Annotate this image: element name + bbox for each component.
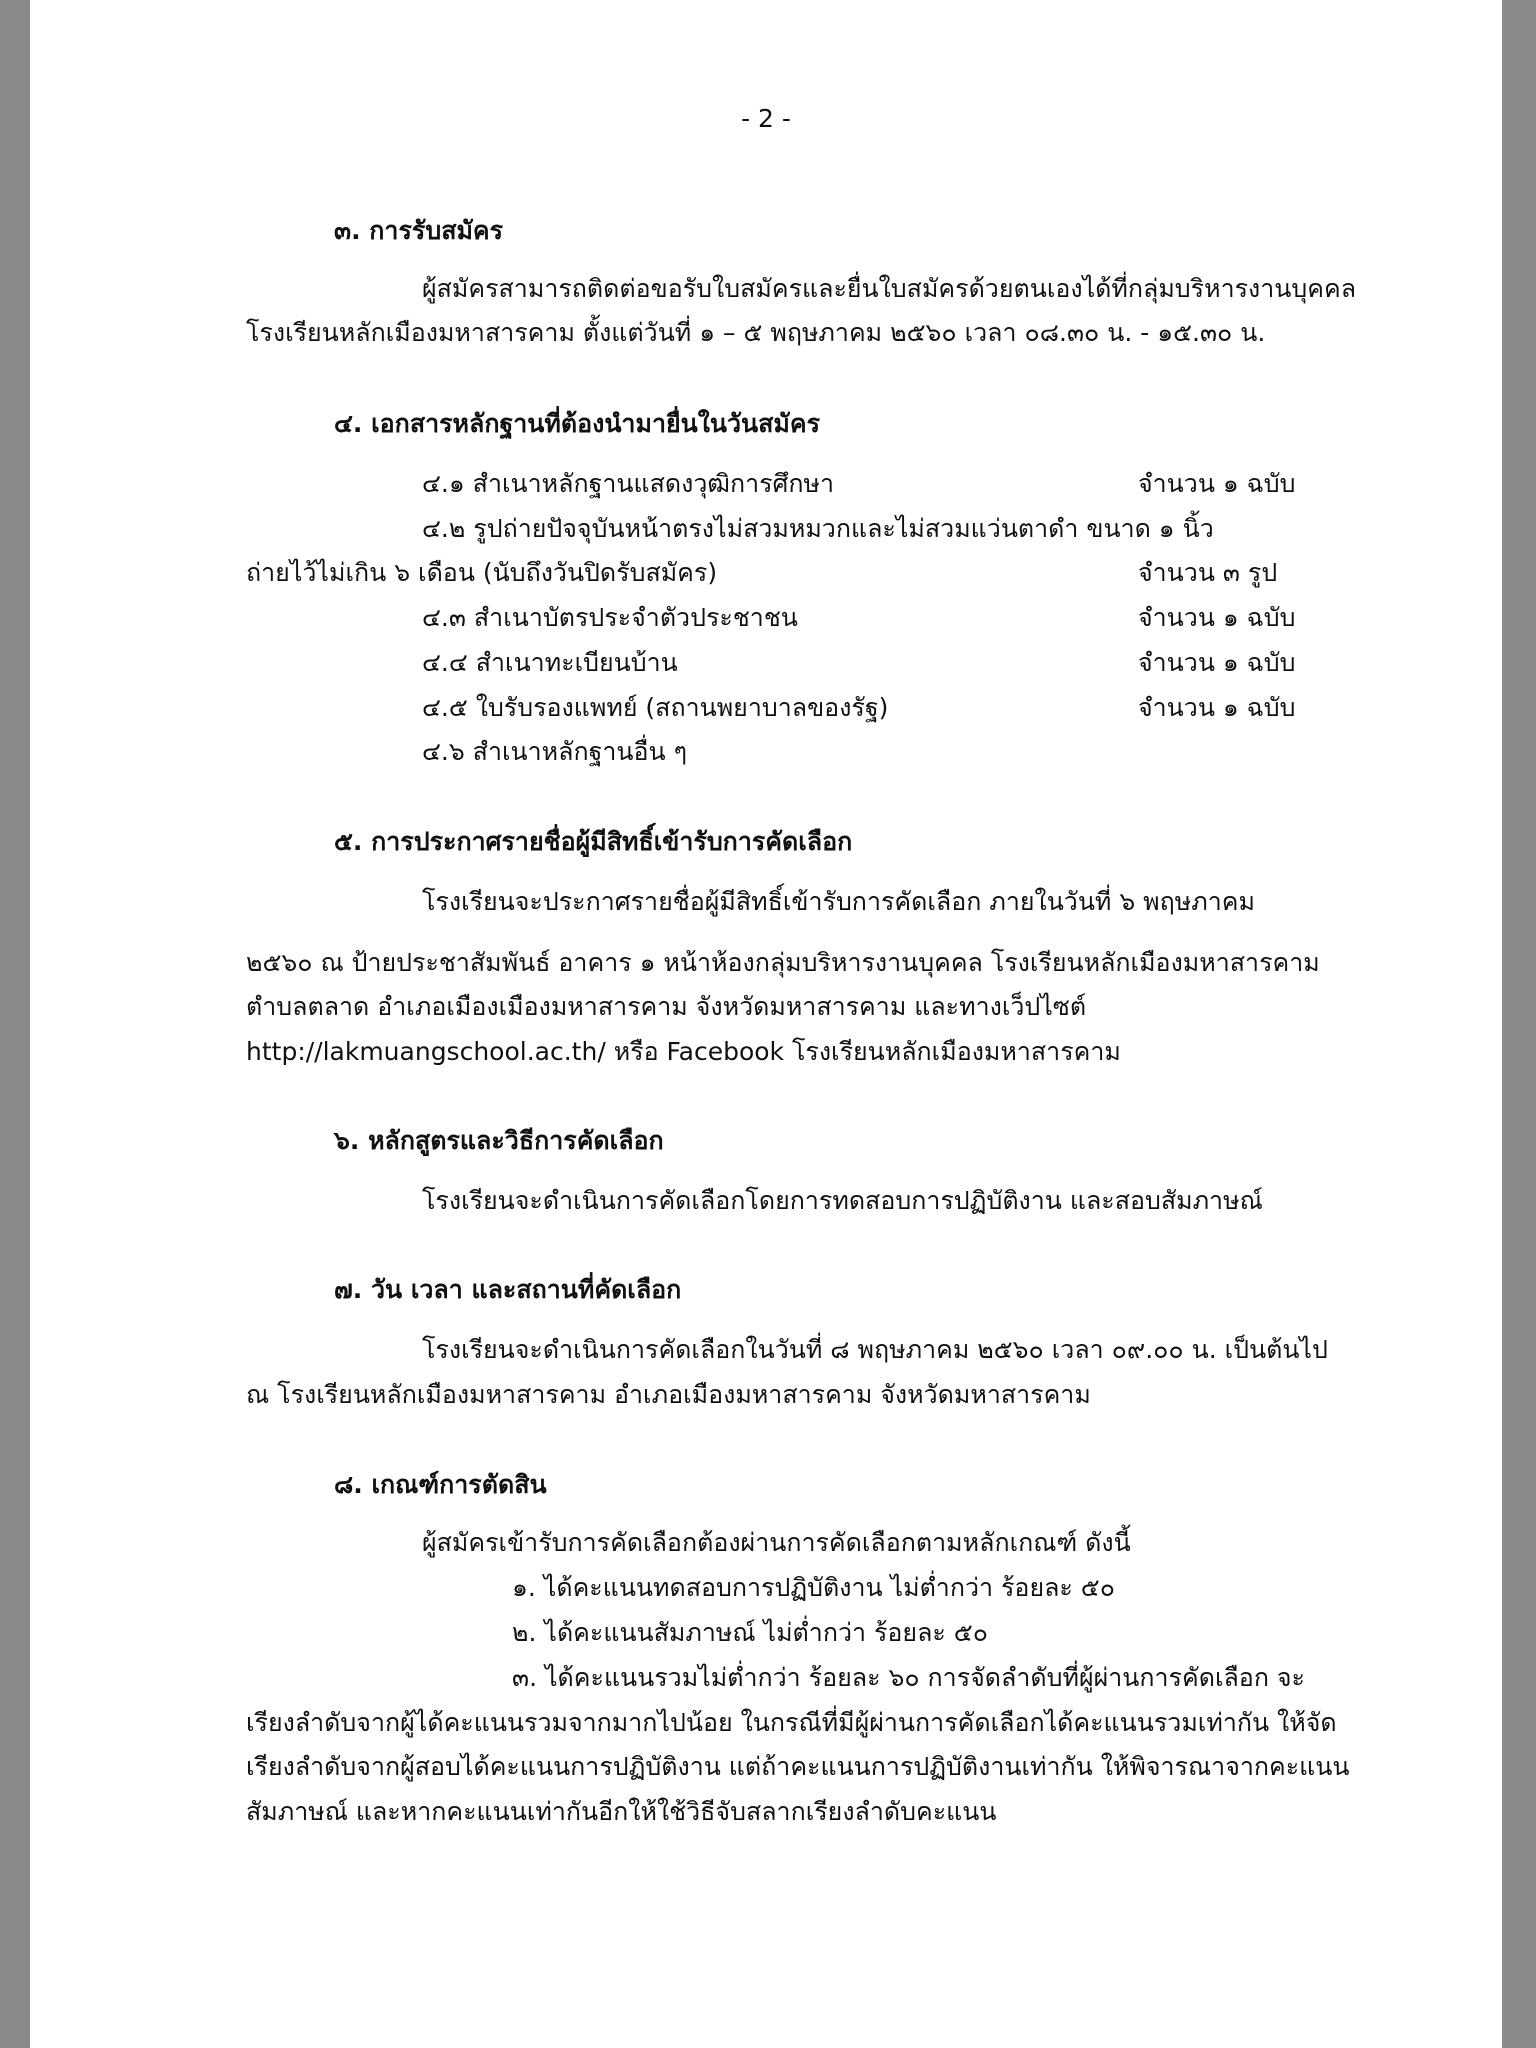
section-7-line-2: ณ โรงเรียนหลักเมืองมหาสารคาม อำเภอเมืองมหาสารคาม จังหวัดมหาสารคาม	[246, 1380, 1091, 1409]
section-8-criterion-3-line-1: ๓. ได้คะแนนรวมไม่ต่ำกว่า ร้อยละ ๖๐ การจัดลำดับที่ผู้ผ่านการคัดเลือก จะ	[512, 1663, 1305, 1692]
section-5-line-4: http://lakmuangschool.ac.th/ หรือ Facebook โรงเรียนหลักเมืองมหาสารคาม	[246, 1037, 1121, 1066]
section-8-criterion-3-line-2: เรียงลำดับจากผู้ได้คะแนนรวมจากมากไปน้อย ในกรณีที่มีผู้ผ่านการคัดเลือกได้คะแนนรวมเท่ากัน ให้จัด	[246, 1708, 1337, 1737]
section-8-heading: ๘. เกณฑ์การตัดสิน	[334, 1470, 547, 1499]
section-4-item-4: ๔.๔ สำเนาทะเบียนบ้าน	[422, 648, 678, 677]
section-4-item-2-line-1: ๔.๒ รูปถ่ายปัจจุบันหน้าตรงไม่สวมหมวกและไม่สวมแว่นตาดำ ขนาด ๑ นิ้ว	[422, 514, 1214, 543]
section-4-item-3: ๔.๓ สำเนาบัตรประจำตัวประชาชน	[422, 603, 798, 632]
section-8-criterion-1: ๑. ได้คะแนนทดสอบการปฏิบัติงาน ไม่ต่ำกว่า ร้อยละ ๕๐	[512, 1573, 1115, 1602]
section-3-heading: ๓. การรับสมัคร	[334, 216, 504, 245]
section-4-item-5-qty: จำนวน ๑ ฉบับ	[1138, 693, 1296, 722]
section-8-criterion-3-line-4: สัมภาษณ์ และหากคะแนนเท่ากันอีกให้ใช้วิธีจับสลากเรียงลำดับคะแนน	[246, 1797, 997, 1826]
section-7-line-1: โรงเรียนจะดำเนินการคัดเลือกในวันที่ ๘ พฤษภาคม ๒๕๖๐ เวลา ๐๙.๐๐ น. เป็นต้นไป	[422, 1335, 1328, 1364]
section-7-heading: ๗. วัน เวลา และสถานที่คัดเลือก	[334, 1275, 682, 1304]
section-4-item-3-qty: จำนวน ๑ ฉบับ	[1138, 603, 1296, 632]
section-4-item-1: ๔.๑ สำเนาหลักฐานแสดงวุฒิการศึกษา	[422, 469, 835, 498]
section-5-heading: ๕. การประกาศรายชื่อผู้มีสิทธิ์เข้ารับการคัดเลือก	[334, 827, 853, 856]
section-4-item-4-qty: จำนวน ๑ ฉบับ	[1138, 648, 1296, 677]
section-5-line-3: ตำบลตลาด อำเภอเมืองเมืองมหาสารคาม จังหวัดมหาสารคาม และทางเว็ปไซต์	[246, 992, 1087, 1021]
section-8-intro: ผู้สมัครเข้ารับการคัดเลือกต้องผ่านการคัดเลือกตามหลักเกณฑ์ ดังนี้	[422, 1528, 1131, 1557]
section-3-line-2: โรงเรียนหลักเมืองมหาสารคาม ตั้งแต่วันที่ ๑ – ๕ พฤษภาคม ๒๕๖๐ เวลา ๐๘.๓๐ น. - ๑๕.๓๐ น.	[246, 318, 1266, 347]
section-5-line-2: ๒๕๖๐ ณ ป้ายประชาสัมพันธ์ อาคาร ๑ หน้าห้องกลุ่มบริหารงานบุคคล โรงเรียนหลักเมืองมหาสารคาม	[246, 948, 1320, 977]
section-4-item-2-qty: จำนวน ๓ รูป	[1138, 558, 1278, 587]
section-8-criterion-3-line-3: เรียงลำดับจากผู้สอบได้คะแนนการปฏิบัติงาน แต่ถ้าคะแนนการปฏิบัติงานเท่ากัน ให้พิจารณาจากคะแนน	[246, 1752, 1350, 1781]
page-number: - 2 -	[741, 104, 791, 133]
section-3-line-1: ผู้สมัครสามารถติดต่อขอรับใบสมัครและยื่นใบสมัครด้วยตนเองได้ที่กลุ่มบริหารงานบุคคล	[422, 274, 1357, 303]
section-4-item-5: ๔.๕ ใบรับรองแพทย์ (สถานพยาบาลของรัฐ)	[422, 693, 889, 722]
section-8-criterion-2: ๒. ได้คะแนนสัมภาษณ์ ไม่ต่ำกว่า ร้อยละ ๕๐	[512, 1618, 988, 1647]
section-5-line-1: โรงเรียนจะประกาศรายชื่อผู้มีสิทธิ์เข้ารับการคัดเลือก ภายในวันที่ ๖ พฤษภาคม	[422, 887, 1255, 916]
section-4-heading: ๔. เอกสารหลักฐานที่ต้องนำมายื่นในวันสมัคร	[334, 409, 821, 438]
section-4-item-1-qty: จำนวน ๑ ฉบับ	[1138, 469, 1296, 498]
document-page	[30, 0, 1502, 2048]
section-6-heading: ๖. หลักสูตรและวิธีการคัดเลือก	[334, 1126, 664, 1155]
section-4-item-6: ๔.๖ สำเนาหลักฐานอื่น ๆ	[422, 737, 687, 766]
section-4-item-2-line-2: ถ่ายไว้ไม่เกิน ๖ เดือน (นับถึงวันปิดรับสมัคร)	[246, 558, 718, 587]
section-6-line-1: โรงเรียนจะดำเนินการคัดเลือกโดยการทดสอบการปฏิบัติงาน และสอบสัมภาษณ์	[422, 1186, 1263, 1215]
